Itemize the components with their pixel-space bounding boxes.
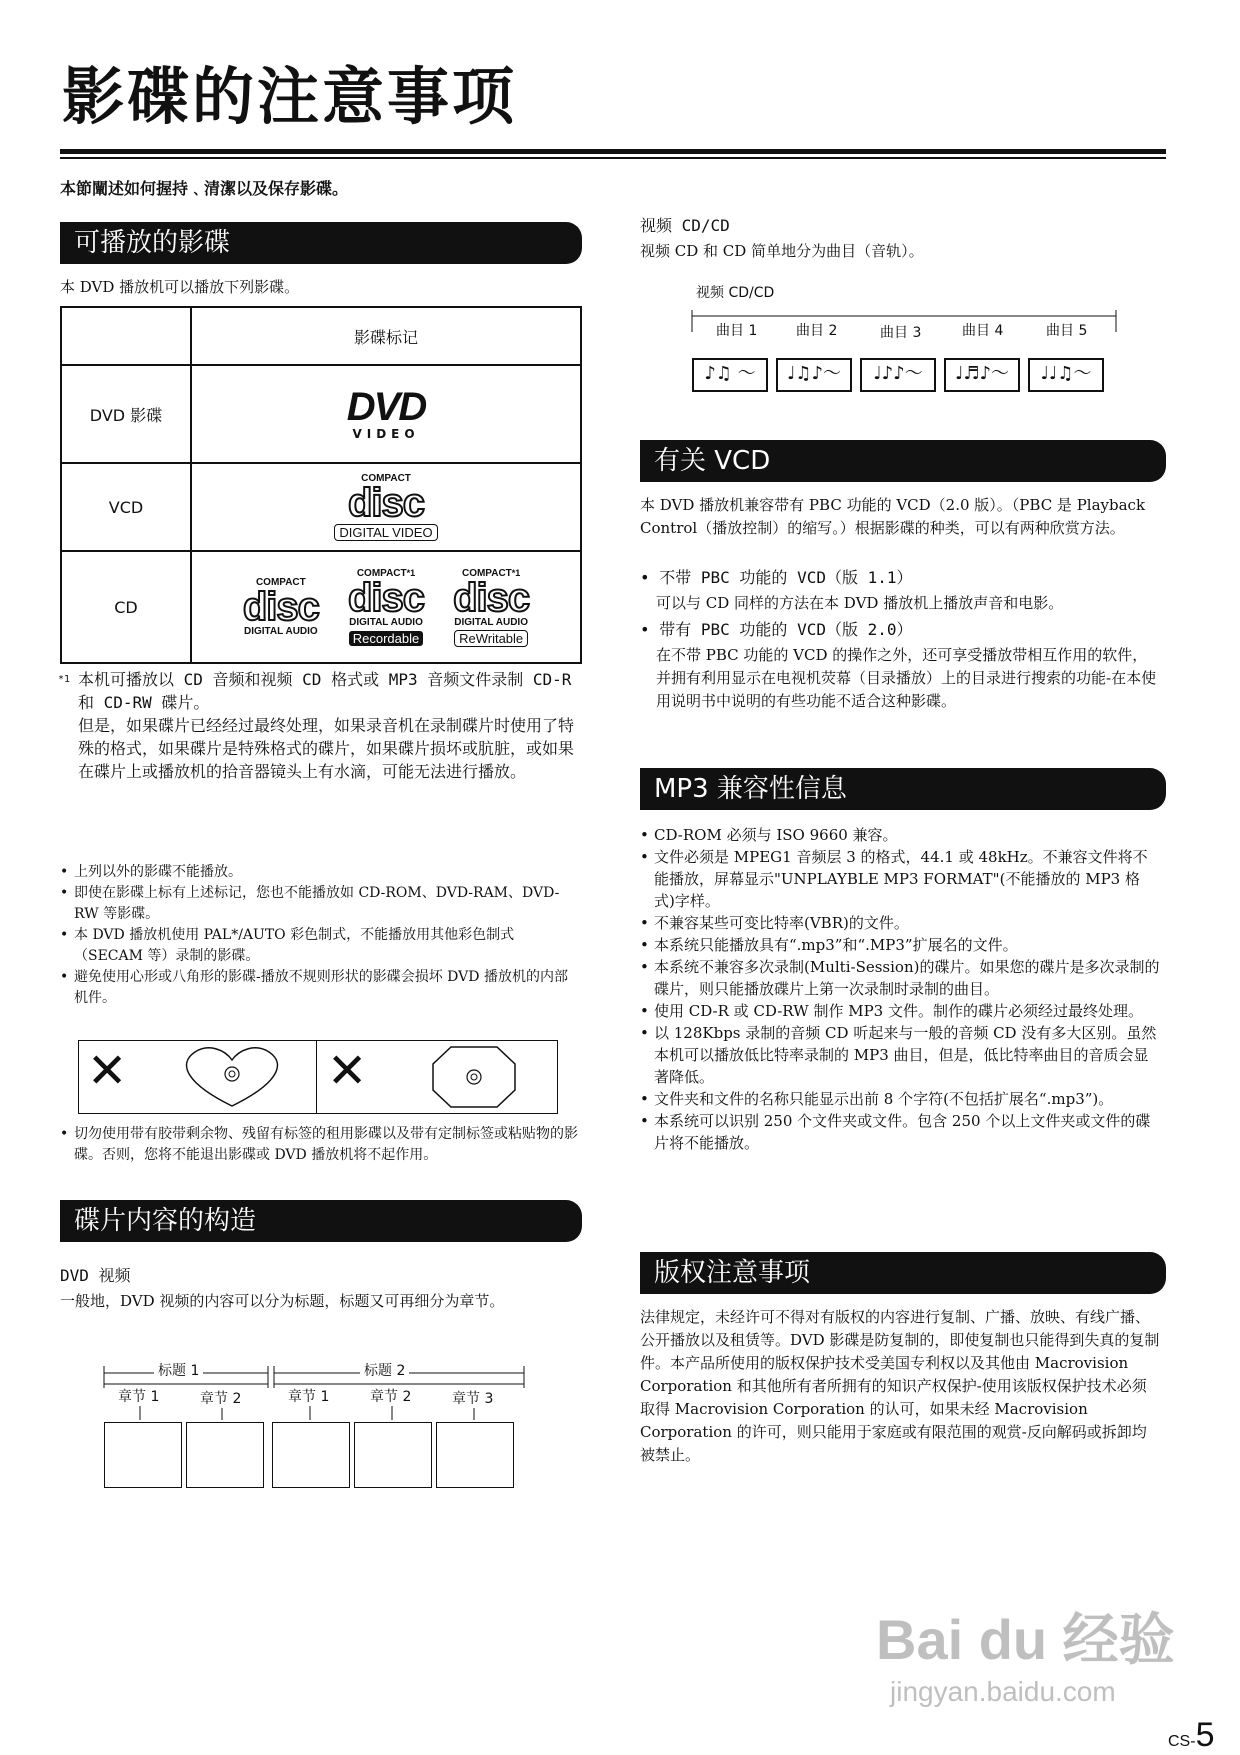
title-1-label: 标题 1 xyxy=(154,1360,203,1380)
chapter-label: 章节 1 xyxy=(288,1386,329,1406)
list-item: • 切勿使用带有胶带剩余物、残留有标签的租用影碟以及带有定制标签或粘贴物的影碟。否则，您将不能退出影碟或 DVD 播放机将不起作用。 xyxy=(60,1124,580,1166)
track-label: 曲目 4 xyxy=(962,323,1004,339)
track-box: ♩♪♪～ xyxy=(860,358,936,392)
table-corner xyxy=(61,307,191,365)
section-heading-playable: 可播放的影碟 xyxy=(60,222,582,264)
footnote-mark: *1 xyxy=(58,674,71,685)
vcd-desc: 本 DVD 播放机兼容带有 PBC 功能的 VCD（2.0 版）。（PBC 是 Playback Control（播放控制）的缩写。）根据影碟的种类，可以有两种欣赏方法。 xyxy=(640,496,1146,537)
chapter-image-flower xyxy=(104,1422,182,1488)
dvd-logo-main: DVD xyxy=(346,385,426,429)
vcd-item-text: 在不带 PBC 功能的 VCD 的操作之外，还可享受播放带相互作用的软件，并拥有利用显示在电视机荧幕（目录播放）上的目录进行搜索的功能-在本使用说明书中说明的有些功能不适合这种影碟。 xyxy=(656,646,1157,710)
chapter-image-cat xyxy=(186,1422,264,1488)
logo-text-digital-video: DIGITAL VIDEO xyxy=(334,524,437,541)
logo-text-compact: COMPACT xyxy=(255,577,306,588)
page-number xyxy=(1168,1716,1214,1755)
watermark-brand: Bai du 经验 xyxy=(876,1608,1175,1671)
list-item: • 使用 CD-R 或 CD-RW 制作 MP3 文件。制作的碟片必须经过最终处理。 xyxy=(640,1000,1160,1022)
mp3-bullets xyxy=(640,824,1160,1154)
logo-text-digital-audio: DIGITAL AUDIO xyxy=(244,626,318,637)
list-item: • 以 128Kbps 录制的音频 CD 听起来与一般的音频 CD 没有多大区别。虽然本机可以播放低比特率录制的 MP3 曲目，但是，低比特率曲目的音质会显著降低。 xyxy=(640,1022,1160,1088)
logo-text-recordable: Recordable xyxy=(349,631,424,646)
dvd-structure-diagram xyxy=(100,1360,528,1490)
logo-text-rewritable: ReWritable xyxy=(454,630,528,647)
page-title: 影碟的注意事项 xyxy=(62,60,518,133)
disc-table xyxy=(60,306,582,664)
track-box: ♩♩♫～ xyxy=(1028,358,1104,392)
list-item: • 本系统只能播放具有“.mp3”和“.MP3”扩展名的文件。 xyxy=(640,934,1160,956)
vcd-item-title: • 带有 PBC 功能的 VCD（版 2.0） xyxy=(640,620,913,639)
section-heading-vcd: 有关 VCD xyxy=(640,440,1166,482)
table-header: 影碟标记 xyxy=(191,307,581,365)
chapter-image-airplane xyxy=(354,1422,432,1488)
list-item: • 上列以外的影碟不能播放。 xyxy=(60,862,580,883)
row-label-cd: CD xyxy=(61,551,191,663)
section-heading-structure: 碟片内容的构造 xyxy=(60,1200,582,1242)
dvd-video-title: DVD 视频 xyxy=(60,1266,131,1285)
irregular-disc-warning xyxy=(78,1040,558,1114)
track-diagram xyxy=(690,282,1120,392)
page-prefix: CS- xyxy=(1168,1733,1196,1750)
track-label: 曲目 2 xyxy=(796,323,838,339)
compact-disc-audio-logo xyxy=(243,577,319,637)
page-num-value: 5 xyxy=(1195,1716,1215,1754)
track-label: 曲目 5 xyxy=(1046,323,1088,339)
section-heading-copyright: 版权注意事项 xyxy=(640,1252,1166,1294)
chapter-image-car xyxy=(436,1422,514,1488)
chapter-label: 章节 2 xyxy=(200,1388,241,1408)
logo-text-compact: COMPACT*1 xyxy=(461,567,521,579)
row-label-vcd: VCD xyxy=(61,463,191,551)
list-item: • 不兼容某些可变比特率(VBR)的文件。 xyxy=(640,912,1160,934)
logo-text-disc: disc xyxy=(242,585,319,629)
logo-text-digital-audio: DIGITAL AUDIO xyxy=(349,616,423,628)
chapter-image-ship xyxy=(272,1422,350,1488)
track-box: ♩♫♪～ xyxy=(776,358,852,392)
compact-disc-rewritable-logo xyxy=(453,568,529,647)
section-heading-mp3: MP3 兼容性信息 xyxy=(640,768,1166,810)
vcd-cd-desc: 视频 CD 和 CD 简单地分为曲目（音轨）。 xyxy=(640,242,924,260)
compact-disc-video-logo xyxy=(334,473,437,541)
playable-bullet-last xyxy=(60,1124,580,1166)
chapter-label: 章节 2 xyxy=(370,1386,411,1406)
chapter-label: 章节 3 xyxy=(452,1388,493,1408)
dvd-logo-sub: VIDEO xyxy=(352,427,420,441)
track-label: 曲目 3 xyxy=(880,325,922,341)
heart-disc-icon xyxy=(157,1044,307,1110)
footnote-1: 本机可播放以 CD 音频和视频 CD 格式或 MP3 音频文件录制 CD-R 和 CD-RW 碟片。 xyxy=(78,670,572,712)
title-rule-thick xyxy=(60,149,1166,154)
logo-text-compact: COMPACT xyxy=(361,473,411,484)
octagon-disc-icon xyxy=(399,1044,549,1110)
track-box: ♩♬♪～ xyxy=(944,358,1020,392)
dvd-video-logo xyxy=(191,365,581,463)
intro-text: 本節闡述如何握持﹑清潔以及保存影碟。 xyxy=(60,179,349,198)
list-item: • 本系统不兼容多次录制(Multi-Session)的碟片。如果您的碟片是多次录制的碟片，则只能播放碟片上第一次录制时录制的曲目。 xyxy=(640,956,1160,1000)
logo-text-disc: disc xyxy=(347,481,425,525)
vcd-item-text: 可以与 CD 同样的方法在本 DVD 播放机上播放声音和电影。 xyxy=(656,594,1064,612)
title-rule-thin xyxy=(60,157,1166,159)
dvd-video-desc: 一般地，DVD 视频的内容可以分为标题，标题又可再细分为章节。 xyxy=(60,1292,505,1310)
cross-icon: ✕ xyxy=(87,1043,128,1099)
list-item: • 本 DVD 播放机使用 PAL*/AUTO 彩色制式，不能播放用其他彩色制式（SECAM 等）录制的影碟。 xyxy=(60,925,580,967)
logo-text-disc: disc xyxy=(347,575,425,620)
compact-disc-recordable-logo xyxy=(348,568,424,647)
logo-text-disc: disc xyxy=(453,575,530,620)
title-2-label: 标题 2 xyxy=(360,1360,409,1380)
footnote-2: 但是，如果碟片已经经过最终处理，如果录音机在录制碟片时使用了特殊的格式，如果碟片是特殊格式的碟片，如果碟片损坏或肮脏，或如果在碟片上或播放机的拾音器镜头上有水滴，可能无法进行播放。 xyxy=(78,716,575,781)
watermark-url: jingyan.baidu.com xyxy=(890,1676,1116,1707)
track-diagram-label: 视频 CD/CD xyxy=(696,285,775,301)
playable-bullets xyxy=(60,862,580,1009)
list-item: • 文件夹和文件的名称只能显示出前 8 个字符(不包括扩展名“.mp3”)。 xyxy=(640,1088,1160,1110)
logo-text-compact: COMPACT*1 xyxy=(356,567,416,579)
list-item: • CD-ROM 必须与 ISO 9660 兼容。 xyxy=(640,824,1160,846)
track-box: ♪♫ ～ xyxy=(692,358,768,392)
track-label: 曲目 1 xyxy=(716,323,758,339)
copyright-text: 法律规定，未经许可不得对有版权的内容进行复制、广播、放映、有线广播、公开播放以及租赁等。DVD 影碟是防复制的，即使复制也只能得到失真的复制件。本产品所使用的版权保护技术受美国专利权以及其他由 Macrovision Corporation 和其他所有者所拥有的知识产权保护-使用该版权保护技术必须取得 Macrovision Corporation 的认可，如果未经 Macrovision Corporation 的许可，则只能用于家庭或有限范围的观赏-反向解码或拆卸均被禁止。 xyxy=(640,1308,1160,1464)
playable-desc: 本 DVD 播放机可以播放下列影碟。 xyxy=(60,278,300,296)
list-item: • 即使在影碟上标有上述标记，您也不能播放如 CD-ROM、DVD-RAM、DVD-RW 等影碟。 xyxy=(60,883,580,925)
list-item: • 避免使用心形或八角形的影碟-播放不规则形状的影碟会损坏 DVD 播放机的内部机件。 xyxy=(60,967,580,1009)
logo-text-digital-audio: DIGITAL AUDIO xyxy=(454,616,528,628)
row-label-dvd: DVD 影碟 xyxy=(61,365,191,463)
vcd-item-title: • 不带 PBC 功能的 VCD（版 1.1） xyxy=(640,568,913,587)
baidu-watermark xyxy=(876,1596,1175,1708)
list-item: • 文件必须是 MPEG1 音频层 3 的格式，44.1 或 48kHz。不兼容文件将不能播放，屏幕显示"UNPLAYBLE MP3 FORMAT"(不能播放的 MP3 格式)字样。 xyxy=(640,846,1160,912)
vcd-cd-title: 视频 CD/CD xyxy=(640,216,730,235)
cross-icon: ✕ xyxy=(327,1043,368,1099)
chapter-label: 章节 1 xyxy=(118,1386,159,1406)
list-item: • 本系统可以识别 250 个文件夹或文件。包含 250 个以上文件夹或文件的碟片将不能播放。 xyxy=(640,1110,1160,1154)
